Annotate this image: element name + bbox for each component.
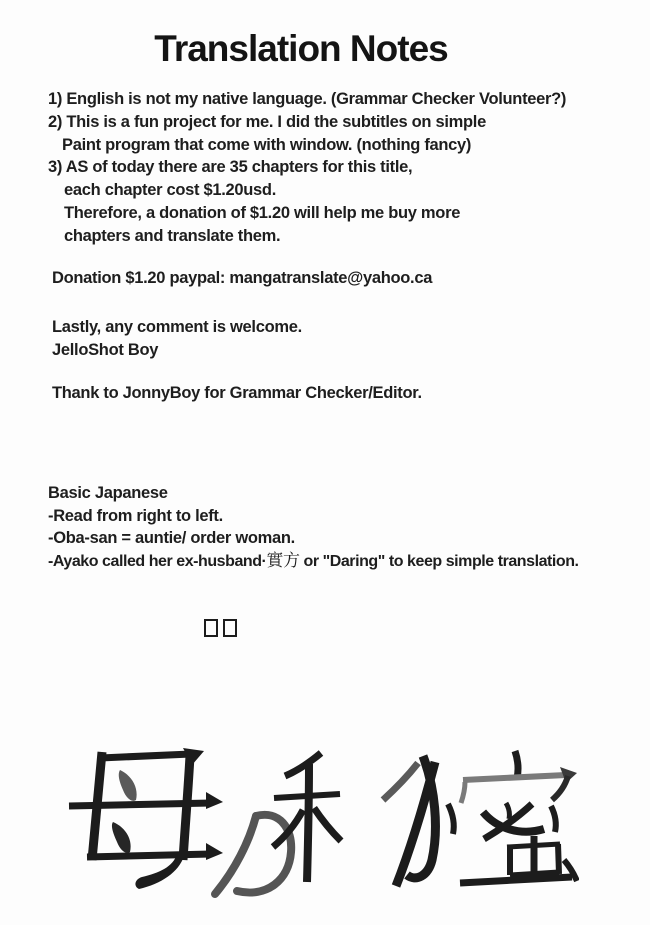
japanese-note-3-prefix: -Ayako called her ex-husband· bbox=[48, 553, 267, 571]
missing-glyph-box-2 bbox=[223, 619, 237, 637]
note-3-line-4: chapters and translate them. bbox=[64, 226, 281, 245]
note-3-line-3: Therefore, a donation of $1.20 will help me buy more bbox=[64, 203, 461, 222]
note-2-line-2: Paint program that come with window. (nothing fancy) bbox=[62, 135, 472, 154]
missing-glyph-boxes bbox=[204, 619, 237, 637]
thanks-line: Thank to JonnyBoy for Grammar Checker/Editor. bbox=[52, 383, 422, 402]
manga-title-art bbox=[63, 748, 579, 898]
japanese-note-3-suffix: or "Daring" to keep simple translation. bbox=[299, 553, 579, 571]
kanji-haha bbox=[69, 748, 223, 889]
japanese-note-2: -Oba-san = auntie/ order woman. bbox=[48, 529, 295, 548]
kanji-mitsu bbox=[460, 751, 577, 883]
ex-husband-kanji: 實方 bbox=[266, 551, 300, 572]
kana-no bbox=[215, 815, 291, 894]
missing-glyph-box-1 bbox=[204, 619, 218, 637]
note-2-line-1: 2) This is a fun project for me. I did the subtitles on simple bbox=[48, 112, 486, 131]
kanji-hi bbox=[273, 753, 454, 886]
note-3-line-2: each chapter cost $1.20usd. bbox=[64, 181, 276, 200]
japanese-note-3 bbox=[48, 550, 579, 574]
japanese-note-1: -Read from right to left. bbox=[48, 506, 223, 525]
note-3-line-1: 3) AS of today there are 35 chapters for this title, bbox=[48, 158, 413, 177]
signature: JelloShot Boy bbox=[52, 341, 159, 360]
comment-line: Lastly, any comment is welcome. bbox=[52, 318, 302, 337]
basic-japanese-heading: Basic Japanese bbox=[48, 483, 168, 502]
note-1: 1) English is not my native language. (Grammar Checker Volunteer?) bbox=[48, 90, 567, 108]
notes-body bbox=[48, 88, 579, 574]
page-title: Translation Notes bbox=[154, 28, 448, 69]
donation-line: Donation $1.20 paypal: mangatranslate@yahoo.ca bbox=[52, 268, 433, 287]
